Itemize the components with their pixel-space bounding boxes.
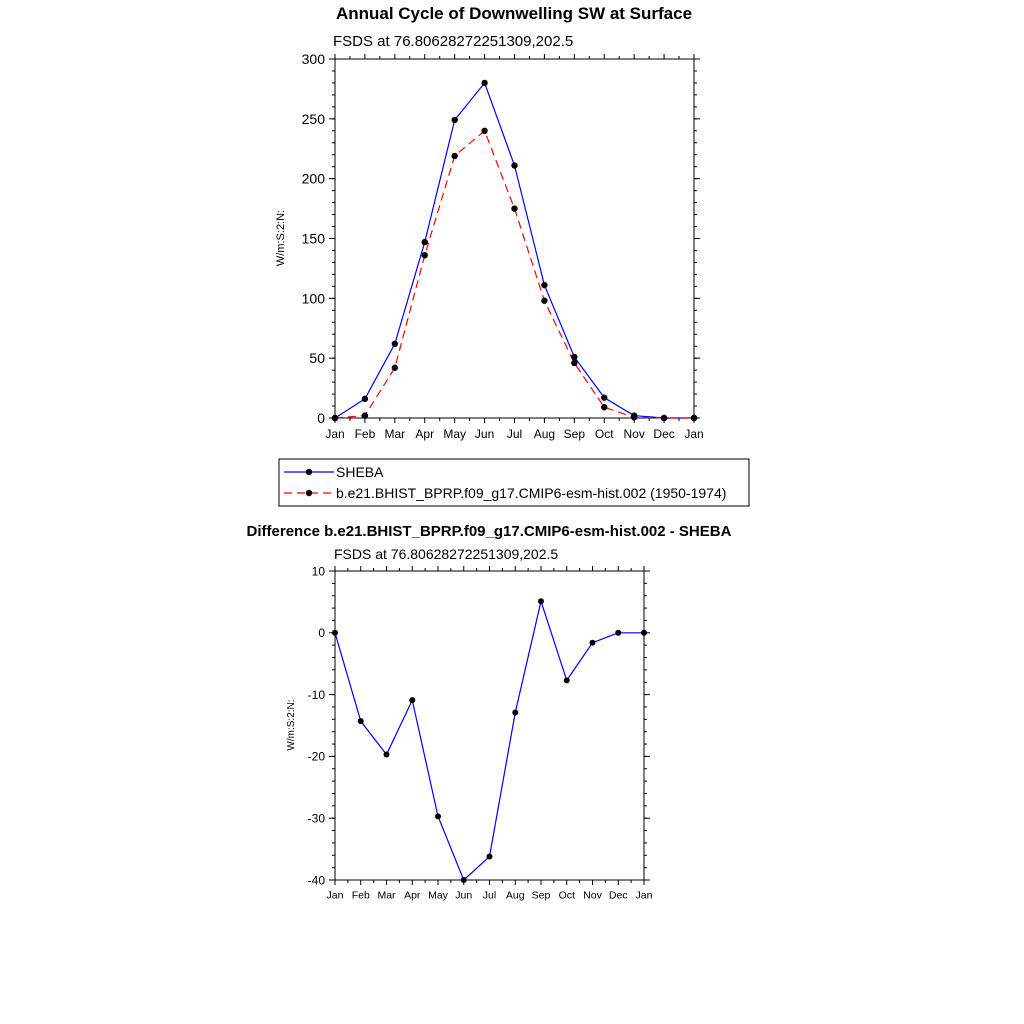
chart-1-plot-area xyxy=(302,51,704,441)
x-tick-label: Jun xyxy=(474,427,495,441)
x-tick-label: Aug xyxy=(533,427,556,441)
x-tick-label: Jan xyxy=(635,889,653,902)
legend-sheba-marker xyxy=(306,469,312,475)
x-tick-label: Nov xyxy=(623,427,645,441)
y-tick-label: 10 xyxy=(311,564,325,579)
x-tick-label: Jan xyxy=(326,889,344,902)
y-tick-label: -10 xyxy=(307,687,325,702)
series-2-point xyxy=(392,365,398,371)
series-2-point xyxy=(691,415,697,421)
series-2-point xyxy=(661,415,667,421)
legend-model-marker xyxy=(306,490,312,496)
chart-2-subtitle: FSDS at 76.80628272251309,202.5 xyxy=(334,546,559,562)
series-1-point xyxy=(392,341,398,347)
series-1-point xyxy=(615,630,621,636)
series-1-point xyxy=(451,117,457,123)
x-tick-label: Dec xyxy=(608,889,628,902)
chart-2-frame xyxy=(335,571,644,880)
series-1-line xyxy=(335,601,644,880)
series-2-point xyxy=(332,415,338,421)
series-1-point xyxy=(601,394,607,400)
chart-1-y-axis-label: W/m:S:2:N: xyxy=(275,209,287,267)
series-2-point xyxy=(481,128,487,134)
series-2-point xyxy=(422,252,428,258)
series-1-point xyxy=(564,677,570,683)
series-1-point xyxy=(538,598,544,604)
x-tick-label: Oct xyxy=(558,889,575,902)
x-tick-label: Apr xyxy=(404,889,421,902)
series-1-point xyxy=(362,396,368,402)
series-1-point xyxy=(641,630,647,636)
x-tick-label: Apr xyxy=(415,427,435,441)
x-tick-label: Feb xyxy=(351,889,370,902)
x-tick-label: May xyxy=(443,427,467,441)
x-tick-label: Jun xyxy=(455,889,473,902)
series-1-point xyxy=(590,640,596,646)
series-1-point xyxy=(571,354,577,360)
y-tick-label: -40 xyxy=(307,873,325,888)
series-2-line xyxy=(335,131,694,418)
series-1-point xyxy=(409,697,415,703)
x-tick-label: Nov xyxy=(583,889,602,902)
y-tick-label: -30 xyxy=(307,811,325,826)
y-tick-label: -20 xyxy=(307,749,325,764)
series-1-point xyxy=(358,718,364,724)
series-1-point xyxy=(487,854,493,860)
chart-1-subtitle: FSDS at 76.80628272251309,202.5 xyxy=(333,33,574,50)
x-tick-label: Feb xyxy=(354,427,376,441)
x-tick-label: Dec xyxy=(653,427,675,441)
series-2-point xyxy=(362,412,368,418)
chart-1-title: Annual Cycle of Downwelling SW at Surface xyxy=(335,4,693,23)
series-1-line xyxy=(335,83,694,418)
series-1-point xyxy=(511,162,517,168)
x-tick-label: Mar xyxy=(384,427,406,441)
chart-2-y-axis-label: W/m:S:2:N: xyxy=(286,699,297,751)
series-1-point xyxy=(422,239,428,245)
y-tick-label: 250 xyxy=(301,110,325,127)
y-tick-label: 100 xyxy=(301,290,325,307)
x-tick-label: Jul xyxy=(506,427,523,441)
y-tick-label: 150 xyxy=(301,230,325,247)
series-1-point xyxy=(384,752,390,758)
series-1-point xyxy=(481,80,487,86)
series-2-point xyxy=(631,414,637,420)
series-2-point xyxy=(601,404,607,410)
y-tick-label: 300 xyxy=(301,51,325,68)
series-1-point xyxy=(435,813,441,819)
series-2-point xyxy=(571,360,577,366)
chart-2-title: Difference b.e21.BHIST_BPRP.f09_g17.CMIP6-esm-hist.002 - SHEBA xyxy=(246,523,732,540)
legend-model-label: b.e21.BHIST_BPRP.f09_g17.CMIP6-esm-hist.002 (1950-1974) xyxy=(336,485,727,501)
series-1-point xyxy=(461,877,467,883)
x-tick-label: Jan xyxy=(684,427,704,441)
y-tick-label: 0 xyxy=(318,626,325,641)
series-1-point xyxy=(541,282,547,288)
x-tick-label: Jul xyxy=(482,889,497,902)
x-tick-label: May xyxy=(428,889,448,902)
legend-sheba-label: SHEBA xyxy=(336,464,384,480)
y-tick-label: 200 xyxy=(301,170,325,187)
x-tick-label: Aug xyxy=(505,889,525,902)
series-2-point xyxy=(451,153,457,159)
chart-2-plot-area xyxy=(308,564,653,901)
series-1-point xyxy=(332,630,338,636)
chart-1-frame xyxy=(335,59,694,418)
y-tick-label: 0 xyxy=(317,410,325,427)
series-2-point xyxy=(541,298,547,304)
y-tick-label: 50 xyxy=(309,350,325,367)
series-1-point xyxy=(512,710,518,716)
x-tick-label: Mar xyxy=(377,889,396,902)
series-2-point xyxy=(511,205,517,211)
x-tick-label: Oct xyxy=(594,427,614,441)
x-tick-label: Jan xyxy=(325,427,345,441)
chart-1-legend xyxy=(279,459,749,506)
x-tick-label: Sep xyxy=(531,889,551,902)
x-tick-label: Sep xyxy=(563,427,586,441)
